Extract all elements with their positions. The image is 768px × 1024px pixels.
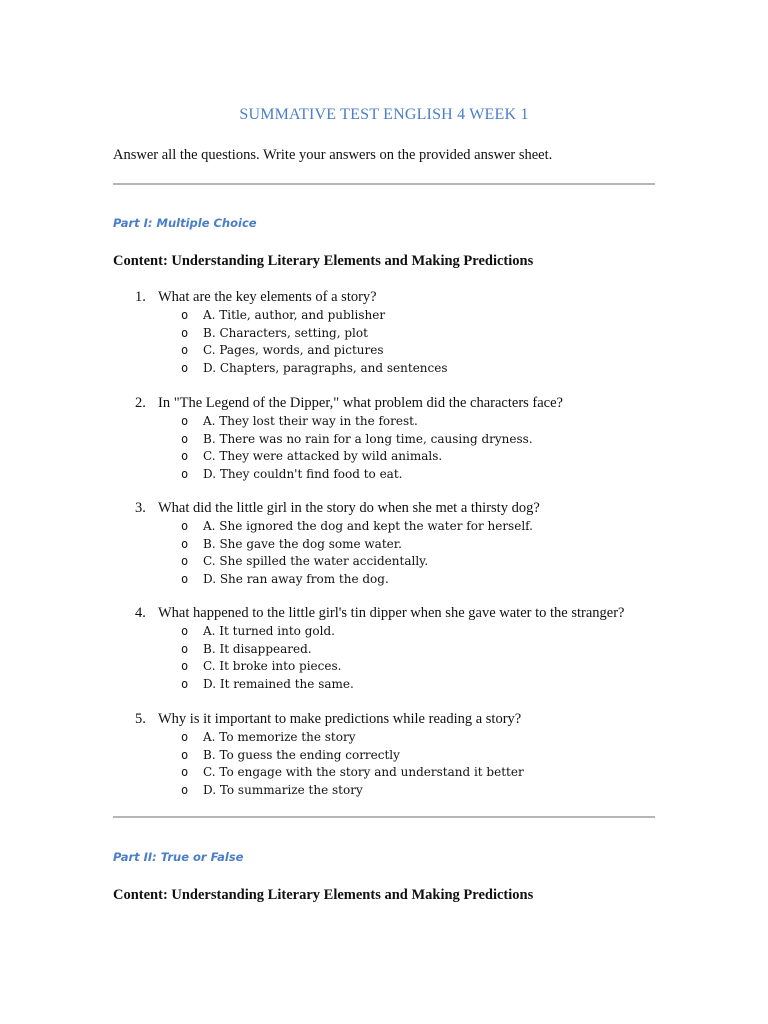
option-d: D. To summarize the story: [203, 782, 363, 797]
question-5: [113, 711, 673, 800]
question-number: 1.: [135, 289, 146, 305]
option-c: C. She spilled the water accidentally.: [203, 554, 429, 568]
part-2-content-heading: Content: Understanding Literary Elements and Making Predictions: [113, 887, 534, 903]
bullet-icon: o: [181, 659, 189, 673]
bullet-icon: o: [181, 676, 189, 691]
option-a: A. To memorize the story: [203, 730, 356, 744]
bullet-icon: o: [181, 765, 189, 779]
bullet-icon: o: [181, 308, 189, 322]
instructions: Answer all the questions. Write your answers on the provided answer sheet.: [113, 147, 553, 163]
question-text: Why is it important to make predictions while reading a story?: [158, 711, 522, 727]
question-3: [113, 500, 673, 589]
bullet-icon: o: [181, 641, 189, 656]
bullet-icon: o: [181, 571, 189, 586]
question-text: What did the little girl in the story do when she met a thirsty dog?: [158, 500, 540, 516]
option-b: B. There was no rain for a long time, causing dryness.: [203, 431, 533, 446]
option-a: A. It turned into gold.: [203, 624, 335, 638]
horizontal-rule: [113, 816, 655, 818]
bullet-icon: o: [181, 554, 189, 568]
question-number: 5.: [135, 711, 146, 727]
option-a: A. They lost their way in the forest.: [203, 414, 418, 428]
bullet-icon: o: [181, 449, 189, 463]
option-b: B. Characters, setting, plot: [203, 325, 368, 340]
bullet-icon: o: [181, 624, 189, 638]
bullet-icon: o: [181, 536, 189, 551]
option-a: A. Title, author, and publisher: [203, 308, 386, 322]
question-text: What are the key elements of a story?: [158, 289, 377, 305]
bullet-icon: o: [181, 325, 189, 340]
question-2: [113, 395, 673, 484]
bullet-icon: o: [181, 431, 189, 446]
option-b: B. To guess the ending correctly: [203, 747, 400, 762]
option-a: A. She ignored the dog and kept the water for herself.: [203, 519, 533, 533]
bullet-icon: o: [181, 747, 189, 762]
bullet-icon: o: [181, 343, 189, 357]
bullet-icon: o: [181, 360, 189, 375]
bullet-icon: o: [181, 730, 189, 744]
part-2-heading: Part II: True or False: [113, 850, 244, 864]
option-c: C. Pages, words, and pictures: [203, 343, 384, 357]
question-4: [113, 605, 673, 694]
bullet-icon: o: [181, 782, 189, 797]
option-b: B. She gave the dog some water.: [203, 536, 402, 551]
option-c: C. To engage with the story and understand it better: [203, 765, 524, 779]
option-c: C. It broke into pieces.: [203, 659, 342, 673]
question-number: 4.: [135, 605, 146, 621]
horizontal-rule: [113, 183, 655, 185]
question-text: What happened to the little girl's tin dipper when she gave water to the stranger?: [158, 605, 625, 621]
option-b: B. It disappeared.: [203, 641, 312, 656]
document-title: SUMMATIVE TEST ENGLISH 4 WEEK 1: [239, 106, 529, 123]
bullet-icon: o: [181, 519, 189, 533]
bullet-icon: o: [181, 414, 189, 428]
part-1-heading: Part I: Multiple Choice: [113, 216, 257, 230]
bullet-icon: o: [181, 466, 189, 481]
part-1-content-heading: Content: Understanding Literary Elements and Making Predictions: [113, 253, 534, 269]
question-number: 3.: [135, 500, 146, 516]
option-d: D. She ran away from the dog.: [203, 571, 389, 586]
option-d: D. They couldn't find food to eat.: [203, 466, 403, 481]
question-number: 2.: [135, 395, 146, 411]
question-text: In "The Legend of the Dipper," what problem did the characters face?: [158, 395, 563, 411]
option-d: D. It remained the same.: [203, 676, 354, 691]
question-1: [113, 289, 673, 378]
option-d: D. Chapters, paragraphs, and sentences: [203, 360, 448, 375]
option-c: C. They were attacked by wild animals.: [203, 449, 443, 463]
